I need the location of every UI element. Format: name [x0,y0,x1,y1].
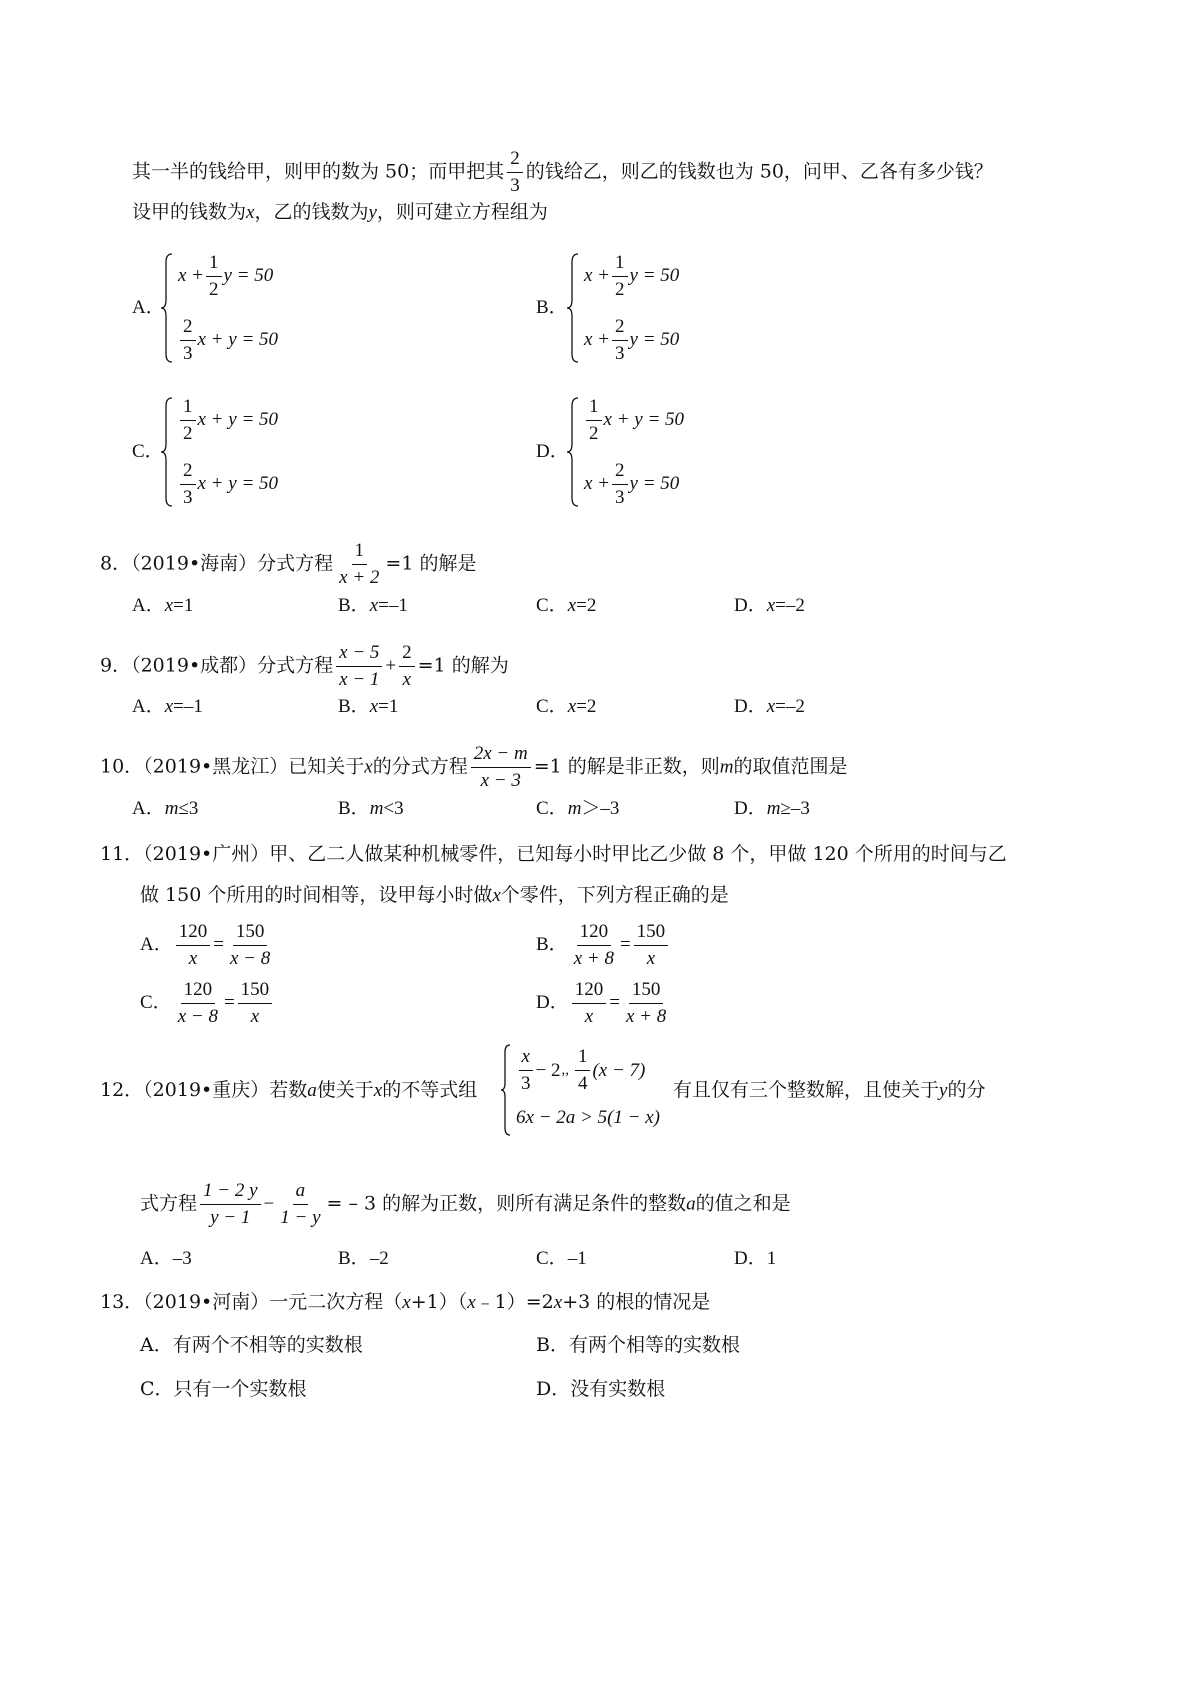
equation: 2 3 x + y = 50 [178,316,278,364]
brace-icon [160,396,174,508]
q11-stem-line2: 做 150 个所用的时间相等，设甲每小时做x个零件，下列方程正确的是 [140,884,729,906]
inequality: x 3 − 2 ,, 1 4 (x − 7) [516,1046,660,1096]
q7-option-c-system [160,396,278,508]
q12-inequality-system [500,1043,660,1137]
q12-option-c: C．–1 [536,1248,587,1269]
q8-option-a: A．x=1 [132,595,194,616]
q9-option-b: B．x=1 [338,696,399,717]
q11-option-c: C． $\frac{120}{x - 8}$ = $\frac{150}{x}$ [140,979,275,1028]
q7-stem-line1 [132,148,993,197]
equation: x + $\frac{1}{2}$ y = 50 [178,251,274,300]
q9-option-d: D．x=–2 [734,696,805,717]
fraction: $\frac{x - 5}{x - 1}$ [336,642,382,691]
q13-option-c: C．只有一个实数根 [140,1378,307,1400]
brace-icon [500,1043,512,1137]
fraction: $\frac{1}{x + 2}$ [339,540,380,588]
q10-stem: 10．（2019•黑龙江）已知关于x的分式方程 $\frac{2x - m}{x - 3}$ =1 的解是非正数，则m的取值范围是 [100,743,848,791]
q7-stem-line2: 设甲的钱数为x，乙的钱数为y，则可建立方程组为 [132,201,548,223]
q7-option-a-system [160,252,278,364]
equation: x + $\frac{2}{3}$ y = 50 [584,459,680,508]
q9-option-c: C．x=2 [536,696,597,717]
q7-stem-text-b: 的钱给乙，则乙的钱数也为 50，问甲、乙各有多少钱？ [525,160,993,183]
q7-option-d-label: D． [536,441,569,462]
brace-icon [566,252,580,364]
q10-option-a: A．m≤3 [132,798,199,819]
q10-option-c: C．m＞–3 [536,798,620,819]
q8-option-c: C．x=2 [536,595,597,616]
equation: 1 2 x + y = 50 [584,396,684,444]
q8-stem: 8．（2019•海南）分式方程 $\frac{1}{x + 2}$ =1 的解是 [100,540,477,588]
fraction: $\frac{2}{3}$ [507,148,523,197]
q12-option-a: A．–3 [140,1248,192,1269]
q8-option-b: B．x=–1 [338,595,408,616]
q10-option-b: B．m<3 [338,798,404,819]
q13-stem: 13．（2019•河南）一元二次方程（x+1）（x﹣1）=2x+3 的根的情况是 [100,1291,711,1313]
q13-option-d: D．没有实数根 [536,1378,666,1400]
q8-option-d: D．x=–2 [734,595,805,616]
q13-option-a: A．有两个不相等的实数根 [140,1334,363,1356]
equation: 2 3 x + y = 50 [178,460,278,508]
q7-option-d-system [566,396,684,508]
inequality: 6x − 2a > 5(1 − x) [516,1106,660,1128]
q12-option-b: B．–2 [338,1248,389,1269]
q7-stem-text-a: 其一半的钱给甲，则甲的数为 50；而甲把其 [132,160,505,183]
q7-option-b-system [566,252,679,364]
q12-stem-line2: 式方程 $\frac{1 - 2 y}{y - 1}$ − $\frac{a}{1 - y}$ = – 3 的解为正数，则所有满足条件的整数a的值之和是 [140,1180,791,1228]
fraction: $\frac{1 - 2 y}{y - 1}$ [200,1180,261,1229]
equation: x + $\frac{1}{2}$ y = 50 [584,251,680,300]
q11-option-a: A． $\frac{120}{x}$ = $\frac{150}{x - 8}$ [140,921,271,969]
q12-option-d: D．1 [734,1248,777,1269]
fraction: $\frac{2x - m}{x - 3}$ [471,743,531,792]
q9-stem: 9．（2019•成都）分式方程 $\frac{x - 5}{x - 1}$ + $\frac{2}{x}$ =1 的解为 [100,642,509,690]
q11-option-b: B． $\frac{120}{x + 8}$ = $\frac{150}{x}$ [536,921,671,970]
q7-option-a-label: A． [132,297,165,318]
q10-option-d: D．m≥–3 [734,798,810,819]
brace-icon [566,396,580,508]
q9-option-a: A．x=–1 [132,696,203,717]
q11-stem-line1: 11．（2019•广州）甲、乙二人做某种机械零件，已知每小时甲比乙少做 8 个，甲做 120 个所用的时间与乙 [100,843,1007,865]
q12-stem-line1-a: 12．（2019•重庆）若数a使关于x的不等式组 [100,1079,478,1101]
q7-option-c-label: C． [132,441,164,462]
fraction: $\frac{a}{1 - y}$ [280,1180,321,1228]
equation: x + $\frac{2}{3}$ y = 50 [584,315,680,364]
q13-option-b: B．有两个相等的实数根 [536,1334,740,1356]
q12-stem-line1-b: 有且仅有三个整数解，且使关于y的分 [673,1079,986,1101]
brace-icon [160,252,174,364]
q11-option-d: D． $\frac{120}{x}$ = $\frac{150}{x + 8}$ [536,979,667,1027]
fraction: $\frac{2}{x}$ [399,642,415,691]
equation: 1 2 x + y = 50 [178,396,278,444]
q7-option-b-label: B． [536,297,568,318]
